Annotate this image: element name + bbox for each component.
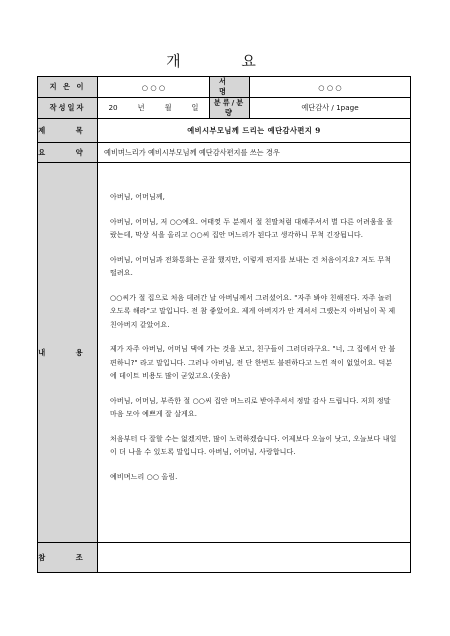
document-title: 개 요	[166, 52, 284, 70]
subject-value: 예비시부모님께 드리는 예단감사편지 9	[98, 119, 411, 143]
category-value: 예단감사 / 1page	[250, 98, 411, 119]
content-paragraph: 예비며느리 ○○ 올림.	[110, 472, 178, 481]
category-label: 분류/분량	[210, 98, 250, 119]
summary-label: 요 약	[38, 143, 98, 163]
content-paragraph: ○○씨가 절 집으로 처음 데려간 날 아버님께서 그러셨어요. "자주 봐야 친해진다. 자주 놀러 오도록 해라"고 말입니다. 전 참 좋았어요. 제게 아버지가 안 계셔서 그랬는지 아버님이 꼭 제 친아버지 같았어요.	[110, 293, 396, 329]
content-body	[98, 163, 411, 543]
subject-label: 제 목	[38, 119, 98, 143]
signature-label: 서 명	[210, 77, 250, 98]
date-label: 작성일자	[38, 98, 98, 119]
author-label: 지 은 이	[38, 77, 98, 98]
date-value	[98, 98, 210, 119]
signature-value: ○ ○ ○	[250, 77, 411, 98]
content-paragraph: 아버님, 어머님, 부족한 절 ○○씨 집안 며느리로 받아주셔서 정말 감사 드립니다. 저희 정말 마음 모아 예쁘게 잘 살게요.	[110, 396, 391, 418]
content-label: 내 용	[38, 163, 98, 543]
summary-value: 예비며느리가 예비시부모님께 예단감사편지를 쓰는 경우	[98, 143, 411, 163]
overview-table	[37, 76, 411, 573]
content-paragraph: 아버님, 어머님께,	[110, 193, 166, 201]
author-value: ○ ○ ○	[98, 77, 210, 98]
content-paragraph: 아버님, 어머님과 전화통화는 곧잘 했지만, 이렇게 편지를 보내는 건 처음이지요? 저도 무척 떨려요.	[110, 255, 392, 277]
date-year-unit: 년	[137, 103, 145, 112]
content-paragraph: 아버님, 어머님, 저 ○○예요. 여태껏 두 분께서 절 친딸처럼 대해주셔서 별 다른 어려움을 몰랐는데, 막상 식을 올리고 ○○씨 집안 며느리가 된다고 생각하니 무척 긴장됩니다.	[110, 217, 393, 239]
date-day-unit: 일	[191, 103, 199, 112]
date-month-unit: 월	[164, 103, 172, 112]
content-paragraph: 처음부터 다 잘할 수는 없겠지만, 많이 노력하겠습니다. 어제보다 오늘이 낫고, 오늘보다 내일이 더 나을 수 있도록 말입니다. 아버님, 어머님, 사랑합니다.	[110, 434, 397, 456]
reference-value	[98, 543, 411, 573]
reference-label: 참 조	[38, 543, 98, 573]
content-paragraph: 제가 자주 아버님, 어머님 댁에 가는 것을 보고, 친구들이 그러더라구요. "너, 그 집에서 안 불편하니?" 라고 말입니다. 그러나 아버님, 전 단 한번도 불편하다고 느낀 적이 없었어요. 덕분에 데이트 비용도 많이 굳었고요.(웃음)	[110, 345, 396, 380]
date-year: 20	[108, 103, 118, 112]
